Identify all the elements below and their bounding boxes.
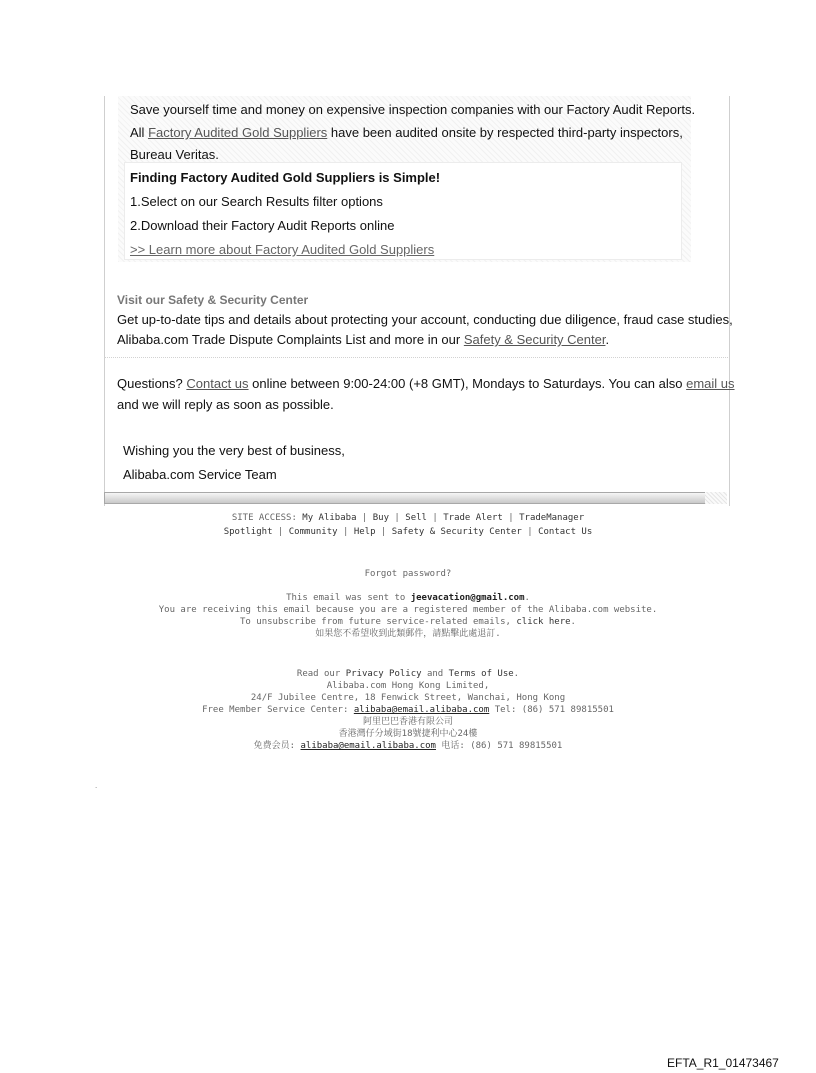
footer-link-help[interactable]: Help (353, 527, 376, 537)
footer-link-safety-security-center[interactable]: Safety & Security Center (391, 527, 522, 537)
factory-audited-gold-suppliers-link[interactable]: Factory Audited Gold Suppliers (148, 125, 328, 140)
unsubscribe-chinese-line: 如果您不希望收到此類郵件，請點擊此處退訂. (315, 629, 501, 639)
email-bottom-bar (104, 492, 727, 504)
footer-link-buy[interactable]: Buy (372, 513, 390, 523)
sent-to-line: This email was sent to jeevacation@gmail.com. (286, 593, 530, 603)
wishing-line: Wishing you the very best of business, (123, 443, 345, 458)
company-address: 24/F Jubilee Centre, 18 Fenwick Street, Wanchai, Hong Kong (250, 693, 566, 703)
safety-security-center-link[interactable]: Safety & Security Center (463, 332, 606, 347)
site-access-row-1: SITE ACCESS: My Alibaba | Buy | Sell | Trade Alert | TradeManager (231, 513, 585, 523)
finding-suppliers-heading: Finding Factory Audited Gold Suppliers is Simple! (130, 170, 441, 185)
step-2-text: 2.Download their Factory Audit Reports online (130, 218, 395, 233)
safety-center-heading: Visit our Safety & Security Center (117, 293, 309, 307)
footer-link-trademanager[interactable]: TradeManager (519, 513, 585, 523)
service-center-chinese-email-link[interactable]: alibaba@email.alibaba.com (300, 741, 436, 751)
footer-link-my-alibaba[interactable]: My Alibaba (302, 513, 357, 523)
service-center-line: Free Member Service Center: alibaba@email.alibaba.com Tel: (86) 571 89815501 (202, 705, 614, 715)
footer-link-sell[interactable]: Sell (405, 513, 427, 523)
step-1-text: 1.Select on our Search Results filter options (130, 194, 383, 209)
questions-line: Questions? Contact us online between 9:00-24:00 (+8 GMT), Mondays to Saturdays. You can also email us (117, 376, 735, 391)
audit-gold-suppliers-line: All Factory Audited Gold Suppliers have been audited onsite by respected third-party inspectors, (130, 125, 683, 140)
email-us-link[interactable]: email us (686, 376, 735, 391)
privacy-policy-link[interactable]: Privacy Policy (345, 669, 422, 679)
service-center-email-link[interactable]: alibaba@email.alibaba.com (353, 705, 490, 715)
questions-reply-line: and we will reply as soon as possible. (117, 397, 334, 412)
learn-more-link[interactable]: >> Learn more about Factory Audited Gold Suppliers (130, 242, 435, 257)
legal-links-line: Read our Privacy Policy and Terms of Use. (296, 669, 520, 679)
unsubscribe-line: To unsubscribe from future service-related emails, click here. (240, 617, 576, 627)
company-name-chinese: 阿里巴巴香港有限公司 (362, 717, 453, 727)
terms-of-use-link[interactable]: Terms of Use (448, 669, 514, 679)
safety-complaints-line: Alibaba.com Trade Dispute Complaints List and more in our Safety & Security Center. (117, 332, 610, 347)
email-bottom-bar-edge (705, 492, 727, 504)
unsubscribe-link[interactable]: click here (516, 617, 571, 627)
footer-link-spotlight[interactable]: Spotlight (223, 527, 273, 537)
footer-link-trade-alert[interactable]: Trade Alert (443, 513, 503, 523)
contact-us-link[interactable]: Contact us (186, 376, 249, 391)
footer-link-contact-us[interactable]: Contact Us (538, 527, 593, 537)
audit-intro-line: Save yourself time and money on expensive inspection companies with our Factory Audit Reports. (130, 102, 696, 117)
document-id-stamp: EFTA_R1_01473467 (667, 1056, 779, 1070)
stray-mark: . (95, 781, 98, 790)
company-address-chinese: 香港灣仔分域街18號捷利中心24樓 (338, 729, 478, 739)
footer-link-community[interactable]: Community (288, 527, 338, 537)
audit-inspector-line: Bureau Veritas. (130, 147, 219, 162)
service-team-signature: Alibaba.com Service Team (123, 467, 277, 482)
recipient-email: jeevacation@gmail.com (410, 593, 525, 603)
section-divider (104, 357, 728, 358)
company-name: Alibaba.com Hong Kong Limited, (326, 681, 490, 691)
safety-description-line: Get up-to-date tips and details about protecting your account, conducting due diligence, fraud case studies, (117, 312, 733, 327)
service-center-chinese-line: 免费会员: alibaba@email.alibaba.com 电话: (86) 571 89815501 (253, 741, 563, 751)
membership-notice: You are receiving this email because you are a registered member of the Alibaba.com website. (158, 605, 658, 615)
site-access-row-2: Spotlight | Community | Help | Safety & Security Center | Contact Us (223, 527, 593, 537)
forgot-password-link[interactable]: Forgot password? (364, 569, 452, 579)
